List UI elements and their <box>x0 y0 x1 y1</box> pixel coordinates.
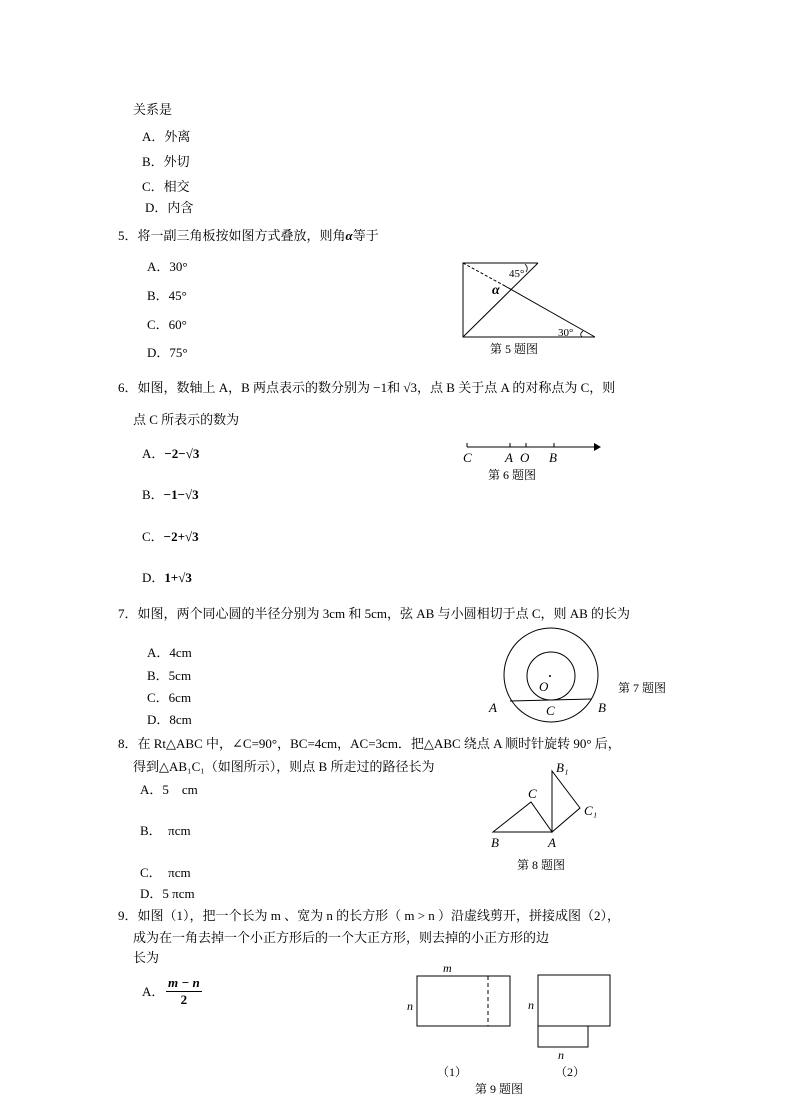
q7-option-a: A．4cm <box>147 645 192 660</box>
q7-caption: 第 7 题图 <box>618 681 667 695</box>
option-value: −2−√3 <box>164 446 200 461</box>
vertex-a-label: A <box>548 835 556 850</box>
option-label: C． <box>142 529 164 544</box>
q4-option-d: D．内含 <box>145 200 194 215</box>
q8-option-c: C． πcm <box>140 865 191 880</box>
vertex-b-label: B <box>491 835 499 850</box>
angle-alpha-label: α <box>492 283 500 298</box>
vertex-b1-label: B₁ <box>556 760 569 775</box>
q5-option-c: C．60° <box>147 317 187 332</box>
q7-stem: 7．如图，两个同心圆的半径分别为 3cm 和 5cm，弦 AB 与小圆相切于点 C，则 AB 的长为 <box>118 606 631 621</box>
q5-option-b: B．45° <box>147 288 187 303</box>
option-label: B． <box>142 487 164 502</box>
angle-45-label: 45° <box>509 268 525 280</box>
q8-stem-line1: 8．在 Rt△ABC 中，∠C=90°，BC=4cm，AC=3cm．把△ABC 绕点 A 顺时针旋转 90° 后， <box>118 736 621 751</box>
q5-option-a: A．30° <box>147 259 188 274</box>
q8-stem-line2: 得到△AB₁C₁（如图所示），则点 B 所走过的路径长为 <box>133 759 435 774</box>
figure-1-label: （1） <box>437 1065 468 1079</box>
q4-option-a: A．外离 <box>142 129 191 144</box>
fraction-numerator: m − n <box>168 975 200 990</box>
chord-a-label: A <box>489 700 497 715</box>
q9-stem-line1: 9．如图（1），把一个长为 m 、宽为 n 的长方形（ m > n ）沿虚线剪开，拼接成图（2）， <box>118 908 621 923</box>
option-value: −2+√3 <box>163 529 199 544</box>
q8-option-d: D．5 πcm <box>140 886 195 901</box>
q9-stem-line3: 长为 <box>133 950 160 965</box>
q6-stem-line2: 点 C 所表示的数为 <box>133 412 240 427</box>
q5-stem-text: 5．将一副三角板按如图方式叠放，则角 <box>118 228 346 243</box>
option-value: 1+√3 <box>164 570 192 585</box>
point-c-label: C <box>463 450 472 465</box>
q8-option-b: B． πcm <box>140 823 191 838</box>
q8-option-a: A．5 cm <box>140 782 198 797</box>
point-b-label: B <box>549 450 557 465</box>
vertex-c1-label: C₁ <box>584 803 598 818</box>
vertex-c-label: C <box>528 786 537 801</box>
angle-30-label: 30° <box>558 327 574 339</box>
fraction-denominator: 2 <box>180 992 188 1007</box>
q9-stem-line2: 成为在一角去掉一个小正方形后的一个大正方形，则去掉的小正方形的边 <box>133 930 550 945</box>
q7-option-b: B．5cm <box>147 668 192 683</box>
q9-option-a-label: A． <box>142 984 165 999</box>
chord-b-label: B <box>598 700 606 715</box>
center-o-label: O <box>539 679 549 694</box>
q9-caption: 第 9 题图 <box>475 1082 524 1096</box>
q4-option-b: B．外切 <box>142 154 190 169</box>
q5-option-d: D．75° <box>147 345 188 360</box>
point-a-label: A <box>505 450 513 465</box>
q4-stem-tail: 关系是 <box>133 102 173 117</box>
width-n-label-1: n <box>407 999 413 1013</box>
q7-option-d: D．8cm <box>147 712 192 727</box>
option-value: −1−√3 <box>163 487 199 502</box>
width-n-label-2: n <box>528 998 534 1012</box>
q5-stem-end: 等于 <box>352 228 379 243</box>
q8-caption: 第 8 题图 <box>517 858 566 872</box>
option-label: D． <box>142 570 165 585</box>
q4-option-c: C．相交 <box>142 179 190 194</box>
q7-option-c: C．6cm <box>147 690 192 705</box>
width-n-label-3: n <box>558 1048 564 1062</box>
point-o-label: O <box>520 450 530 465</box>
q6-caption: 第 6 题图 <box>488 468 537 482</box>
figure-2-label: （2） <box>555 1065 586 1079</box>
q5-caption: 第 5 题图 <box>490 342 539 356</box>
length-m-label: m <box>443 961 452 975</box>
alpha-symbol: α <box>345 228 353 243</box>
q6-stem-line1: 6．如图，数轴上 A，B 两点表示的数分别为 −1和 √3，点 B 关于点 A 的对称点为 C，则 <box>118 380 616 395</box>
option-label: A． <box>142 446 165 461</box>
tangent-c-label: C <box>546 703 555 718</box>
